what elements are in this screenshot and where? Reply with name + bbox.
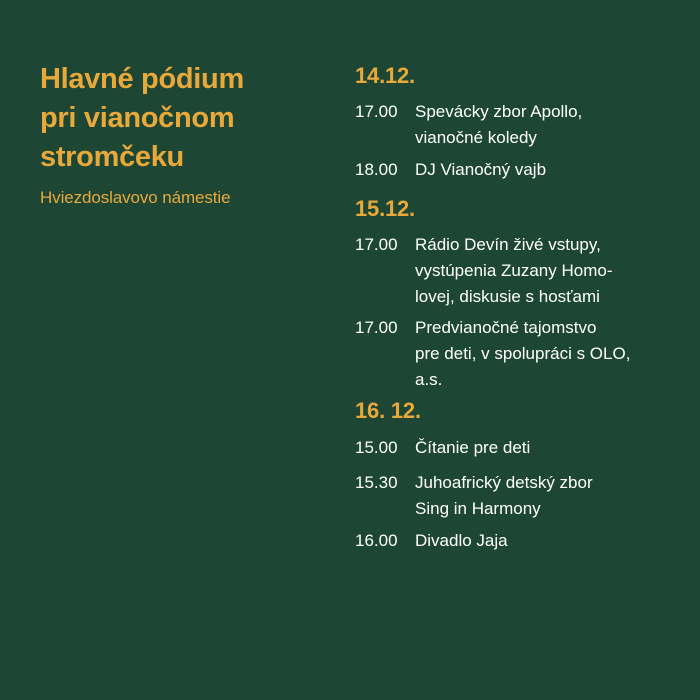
title-line: Hlavné pódium: [40, 63, 244, 95]
day-date: 16. 12.: [355, 398, 421, 423]
event-time: 16.00: [355, 531, 398, 550]
event-time: 18.00: [355, 160, 398, 179]
page-title: [40, 60, 320, 177]
event-description-line: vystúpenia Zuzany Homo-: [415, 261, 613, 280]
event-description-line: Predvianočné tajomstvo: [415, 318, 597, 337]
event-description-line: a.s.: [415, 370, 443, 389]
title-line: stromčeku: [40, 141, 184, 173]
event-description-line: pre deti, v spolupráci s OLO,: [415, 344, 631, 363]
event-description: [415, 528, 685, 554]
event-description-line: Spevácky zbor Apollo,: [415, 102, 583, 121]
event-description-line: lovej, diskusie s hosťami: [415, 287, 600, 306]
event-time: 15.00: [355, 438, 398, 457]
day-date: 15.12.: [355, 196, 415, 221]
event-description-line: Sing in Harmony: [415, 499, 541, 518]
event-description-line: Rádio Devín živé vstupy,: [415, 235, 601, 254]
event-description: [415, 315, 685, 393]
event-description-line: Juhoafrický detský zbor: [415, 473, 593, 492]
event-description-line: Čítanie pre deti: [415, 438, 531, 457]
day-date: 14.12.: [355, 63, 415, 88]
event-time: 15.30: [355, 473, 398, 492]
event-description: [415, 470, 685, 522]
venue-subtitle: Hviezdoslavovo námestie: [40, 188, 231, 207]
event-time: 17.00: [355, 318, 398, 337]
event-description: [415, 435, 685, 461]
event-description-line: DJ Vianočný vajb: [415, 160, 547, 179]
event-description: [415, 99, 685, 151]
event-description: [415, 157, 685, 183]
event-description-line: vianočné koledy: [415, 128, 537, 147]
event-description-line: Divadlo Jaja: [415, 531, 508, 550]
event-description: [415, 232, 685, 310]
event-time: 17.00: [355, 235, 398, 254]
event-time: 17.00: [355, 102, 398, 121]
title-line: pri vianočnom: [40, 102, 235, 134]
